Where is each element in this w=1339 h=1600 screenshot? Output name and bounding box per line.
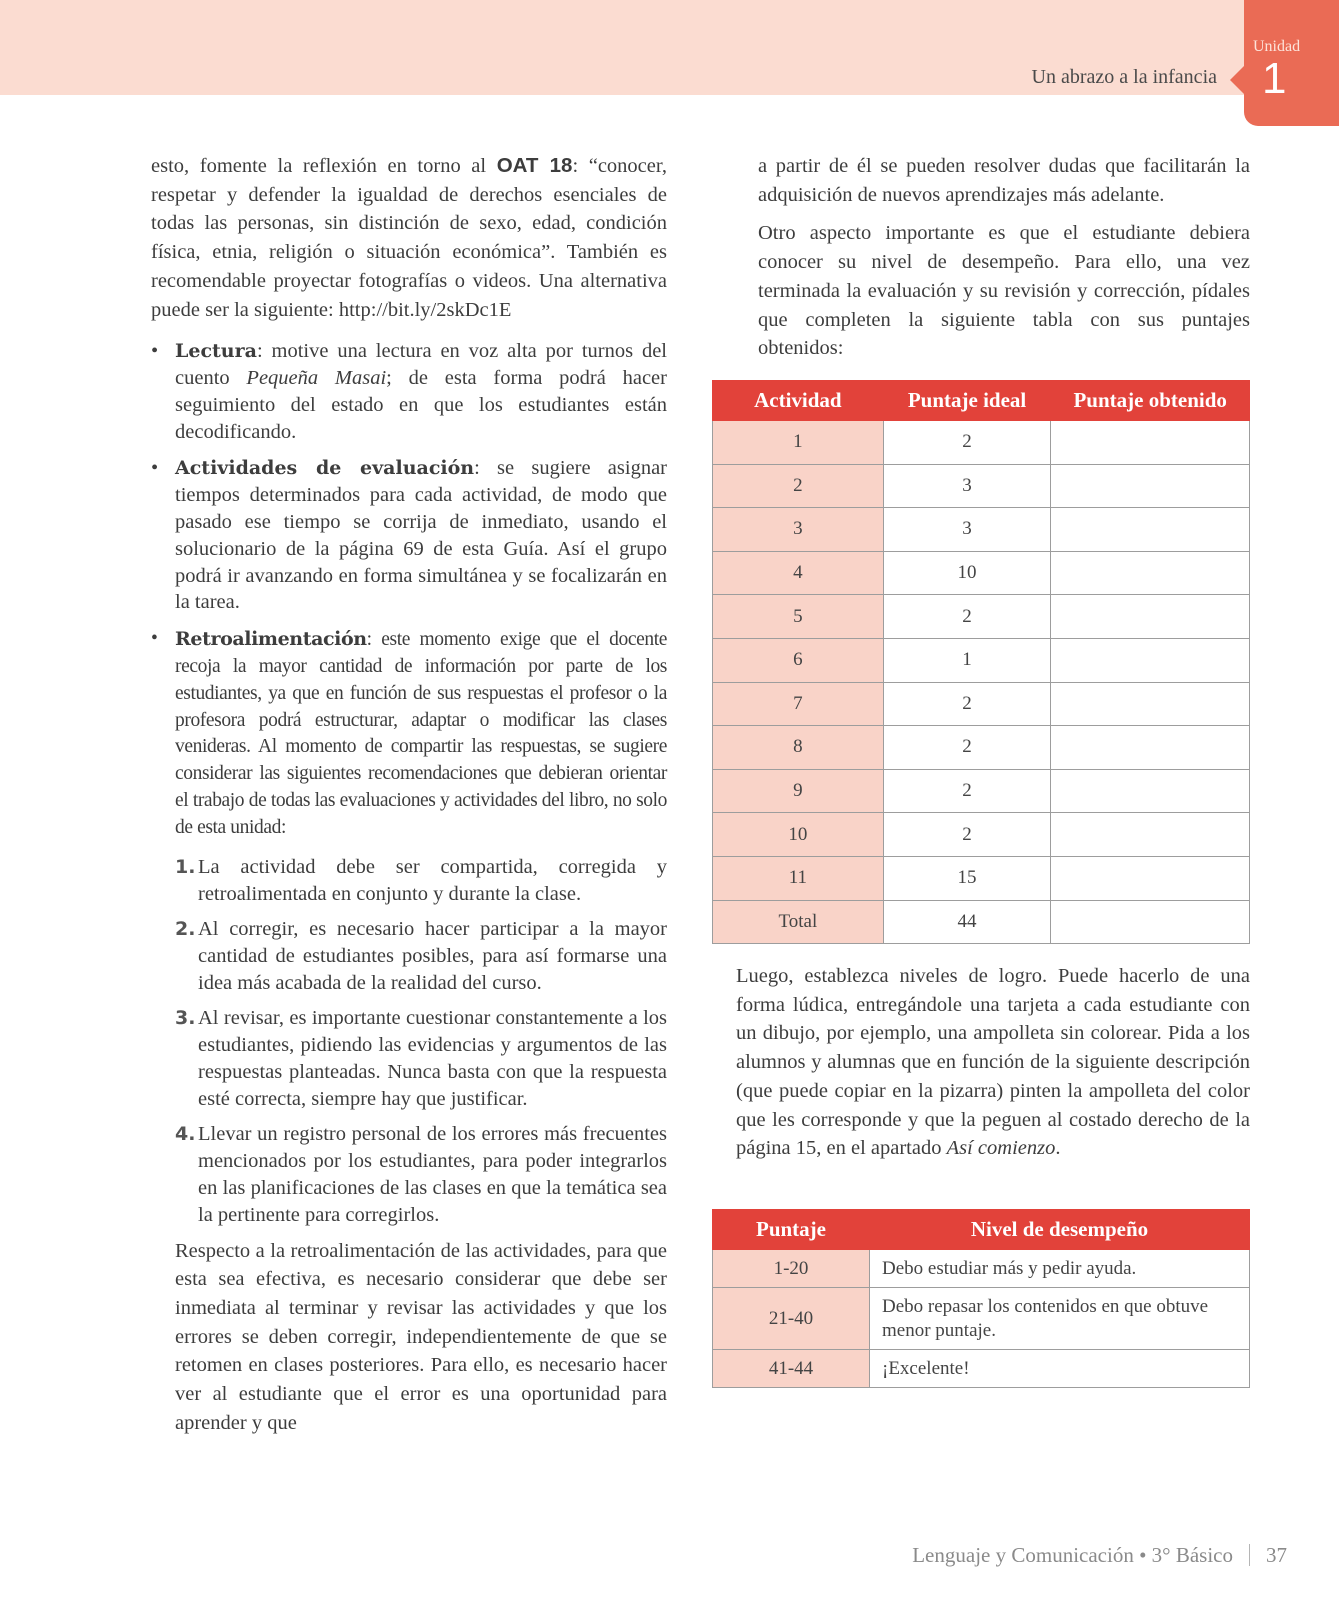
item-text: Llevar un registro personal de los errores más frecuentes mencionados por los estudiantes, para poder integrarlos en las planificaciones de las clases en que la temática sea la pertinente para corregirlos. — [198, 1122, 667, 1226]
table-total-row — [713, 900, 1250, 944]
ideal-score-cell: 2 — [883, 726, 1051, 770]
table-header-row — [713, 1210, 1250, 1250]
item-number: 4. — [175, 1122, 196, 1145]
obtained-score-cell — [1051, 769, 1250, 813]
right-paragraph-3 — [736, 962, 1250, 1163]
right-paragraph-2: Otro aspecto importante es que el estudiante debiera conocer su nivel de desempeño. Para ello, una vez terminada la evaluación y su revisión y corrección, pídales que completen la siguiente tabla con sus puntajes obtenidos: — [758, 222, 1250, 360]
activity-cell: 6 — [713, 638, 884, 682]
total-ideal-cell: 44 — [883, 900, 1051, 944]
table-header-row — [713, 381, 1250, 421]
obtained-score-cell — [1051, 726, 1250, 770]
bullet-actividades — [151, 455, 667, 616]
ideal-score-cell: 2 — [883, 421, 1051, 465]
activity-cell: 2 — [713, 464, 884, 508]
table-row — [713, 813, 1250, 857]
ideal-score-cell: 15 — [883, 856, 1051, 900]
bullet-retroalimentacion — [151, 626, 667, 841]
total-obtained-cell — [1051, 900, 1250, 944]
bullet-dot: • — [151, 340, 159, 363]
paragraph-text-end: . — [1055, 1137, 1061, 1160]
column-header: Puntaje ideal — [883, 381, 1051, 421]
bullet-text: : motive una lectura en voz alta por turnos del cuento — [175, 340, 667, 390]
table-row — [713, 769, 1250, 813]
footer-divider — [1249, 1544, 1250, 1566]
item-number: 1. — [175, 855, 196, 878]
page-number: 37 — [1266, 1543, 1287, 1567]
left-column — [151, 152, 667, 1447]
right-column-top — [758, 152, 1250, 373]
unit-tab — [1244, 0, 1339, 126]
closing-paragraph: Respecto a la retroalimentación de las actividades, para que esta sea efectiva, es necesario considerar que debe ser inmediata al terminar y revisar las actividades y que los errores se deben corregir, independientemente de que se retomen en clases posteriores. Para ello, es necesario hacer ver al estudiante que el error es una oportunidad para aprender y que — [175, 1239, 667, 1434]
numbered-list — [175, 854, 667, 1229]
right-column-bottom — [736, 962, 1250, 1173]
score-range-cell: 1-20 — [713, 1250, 870, 1288]
item-text: La actividad debe ser compartida, corregida y retroalimentada en conjunto y durante la clase. — [198, 855, 667, 905]
level-description-cell: Debo estudiar más y pedir ayuda. — [870, 1250, 1250, 1288]
bullet-list — [151, 338, 667, 841]
bullet-text: : se sugiere asignar tiempos determinados para cada actividad, de modo que pasado ese tiempo se corrija de inmediato, usando el solucionario de la página 69 de esta Guía. Así el grupo podrá ir avanzando en forma simultánea y se focalizarán en la tarea. — [175, 457, 668, 614]
table-row — [713, 551, 1250, 595]
numbered-item — [175, 1121, 667, 1229]
bullet-lectura — [151, 338, 667, 445]
obtained-score-cell — [1051, 508, 1250, 552]
activity-cell: 10 — [713, 813, 884, 857]
ideal-score-cell: 3 — [883, 464, 1051, 508]
activity-cell: 7 — [713, 682, 884, 726]
item-number: 3. — [175, 1006, 196, 1029]
unit-label: Unidad — [1253, 38, 1301, 55]
activity-cell: 4 — [713, 551, 884, 595]
numbered-item — [175, 1005, 667, 1113]
level-description-cell: Debo repasar los contenidos en que obtuve menor puntaje. — [870, 1288, 1250, 1350]
obtained-score-cell — [1051, 813, 1250, 857]
activity-cell: 5 — [713, 595, 884, 639]
activity-cell: 3 — [713, 508, 884, 552]
table-row — [713, 856, 1250, 900]
unit-tab-pointer — [1230, 66, 1244, 94]
table-row — [713, 595, 1250, 639]
bullet-dot: • — [151, 628, 158, 650]
bullet-title: Lectura — [175, 340, 257, 363]
paragraph-text: Luego, establezca niveles de logro. Puede hacerlo de una forma lúdica, entregándole una tarjeta a cada estudiante con un dibujo, por ejemplo, una ampolleta sin colorear. Pida a los alumnos y alumnas que en función de la siguiente descripción (que puede copiar en la pizarra) pinten la ampolleta del color que les corresponde y que la peguen al costado derecho de la página 15, en el apartado — [736, 965, 1250, 1160]
score-range-cell: 21-40 — [713, 1288, 870, 1350]
ideal-score-cell: 2 — [883, 769, 1051, 813]
table-row — [713, 726, 1250, 770]
item-text: Al revisar, es importante cuestionar constantemente a los estudiantes, pidiendo las evidencias y argumentos de las respuestas planteadas. Nunca basta con que la respuesta esté correcta, siempre hay que justificar. — [198, 1006, 667, 1110]
performance-level-table — [712, 1209, 1250, 1388]
bullet-text: ; de esta forma podrá hacer seguimiento del estado en que los estudiantes están decodificando. — [175, 367, 667, 443]
score-range-cell: 41-44 — [713, 1350, 870, 1388]
oat-reference: OAT 18 — [496, 154, 573, 177]
ideal-score-cell: 2 — [883, 595, 1051, 639]
item-text: Al corregir, es necesario hacer participar a la mayor cantidad de estudiantes posibles, para así formarse una idea más acabada de la realidad del curso. — [198, 917, 667, 994]
obtained-score-cell — [1051, 595, 1250, 639]
footer-subject: Lenguaje y Comunicación • 3° Básico — [912, 1543, 1233, 1567]
obtained-score-cell — [1051, 682, 1250, 726]
table-row — [713, 1250, 1250, 1288]
obtained-score-cell — [1051, 551, 1250, 595]
activity-cell: 1 — [713, 421, 884, 465]
section-reference: Así comienzo — [946, 1137, 1056, 1160]
obtained-score-cell — [1051, 421, 1250, 465]
bullet-text: : este momento exige que el docente recoja la mayor cantidad de información por parte de los estudiantes, ya que en función de sus respuestas el profesor o la profesora podrá estructurar, adaptar o modificar las clases venideras. Al momento de compartir las respuestas, se sugiere considerar las siguientes recomendaciones que debieran orientar el trabajo de todas las evaluaciones y actividades del libro, no solo de esta unidad: — [175, 629, 667, 838]
table-row — [713, 464, 1250, 508]
item-number: 2. — [175, 917, 196, 940]
ideal-score-cell: 2 — [883, 682, 1051, 726]
obtained-score-cell — [1051, 638, 1250, 682]
ideal-score-cell: 3 — [883, 508, 1051, 552]
table-row — [713, 508, 1250, 552]
obtained-score-cell — [1051, 856, 1250, 900]
activity-cell: 8 — [713, 726, 884, 770]
ideal-score-cell: 1 — [883, 638, 1051, 682]
column-header: Actividad — [713, 381, 884, 421]
table-row — [713, 682, 1250, 726]
numbered-item — [175, 916, 667, 997]
table-row — [713, 638, 1250, 682]
intro-paragraph — [151, 152, 667, 324]
right-paragraph-1: a partir de él se pueden resolver dudas que facilitarán la adquisición de nuevos aprendizajes más adelante. — [758, 155, 1250, 206]
bullet-title: Retroalimentación — [175, 628, 367, 651]
unit-number: 1 — [1262, 54, 1287, 103]
column-header: Puntaje obtenido — [1051, 381, 1250, 421]
obtained-score-cell — [1051, 464, 1250, 508]
table-row — [713, 1288, 1250, 1350]
bullet-dot: • — [151, 457, 159, 480]
activity-cell: 11 — [713, 856, 884, 900]
page-footer — [912, 1543, 1287, 1568]
table-row — [713, 1350, 1250, 1388]
column-header: Puntaje — [713, 1210, 870, 1250]
numbered-item — [175, 854, 667, 908]
activity-cell: 9 — [713, 769, 884, 813]
intro-text-a: esto, fomente la reflexión en torno al — [151, 155, 497, 177]
level-description-cell: ¡Excelente! — [870, 1350, 1250, 1388]
column-header: Nivel de desempeño — [870, 1210, 1250, 1250]
bullet-title: Actividades de evaluación — [175, 457, 475, 480]
page-header-title: Un abrazo a la infancia — [1031, 66, 1217, 88]
table-row — [713, 421, 1250, 465]
intro-text-b: : “conocer, respetar y defender la igualdad de derechos esenciales de todas las personas, sin distinción de sexo, edad, condición física, etnia, religión o situación económica”. También es recomendable proyectar fotografías o videos. Una alternativa puede ser la siguiente: http://bit.ly/2skDc1E — [151, 155, 668, 321]
score-table — [712, 380, 1250, 944]
ideal-score-cell: 10 — [883, 551, 1051, 595]
ideal-score-cell: 2 — [883, 813, 1051, 857]
story-title: Pequeña Masai — [246, 367, 387, 390]
total-label-cell: Total — [713, 900, 884, 944]
